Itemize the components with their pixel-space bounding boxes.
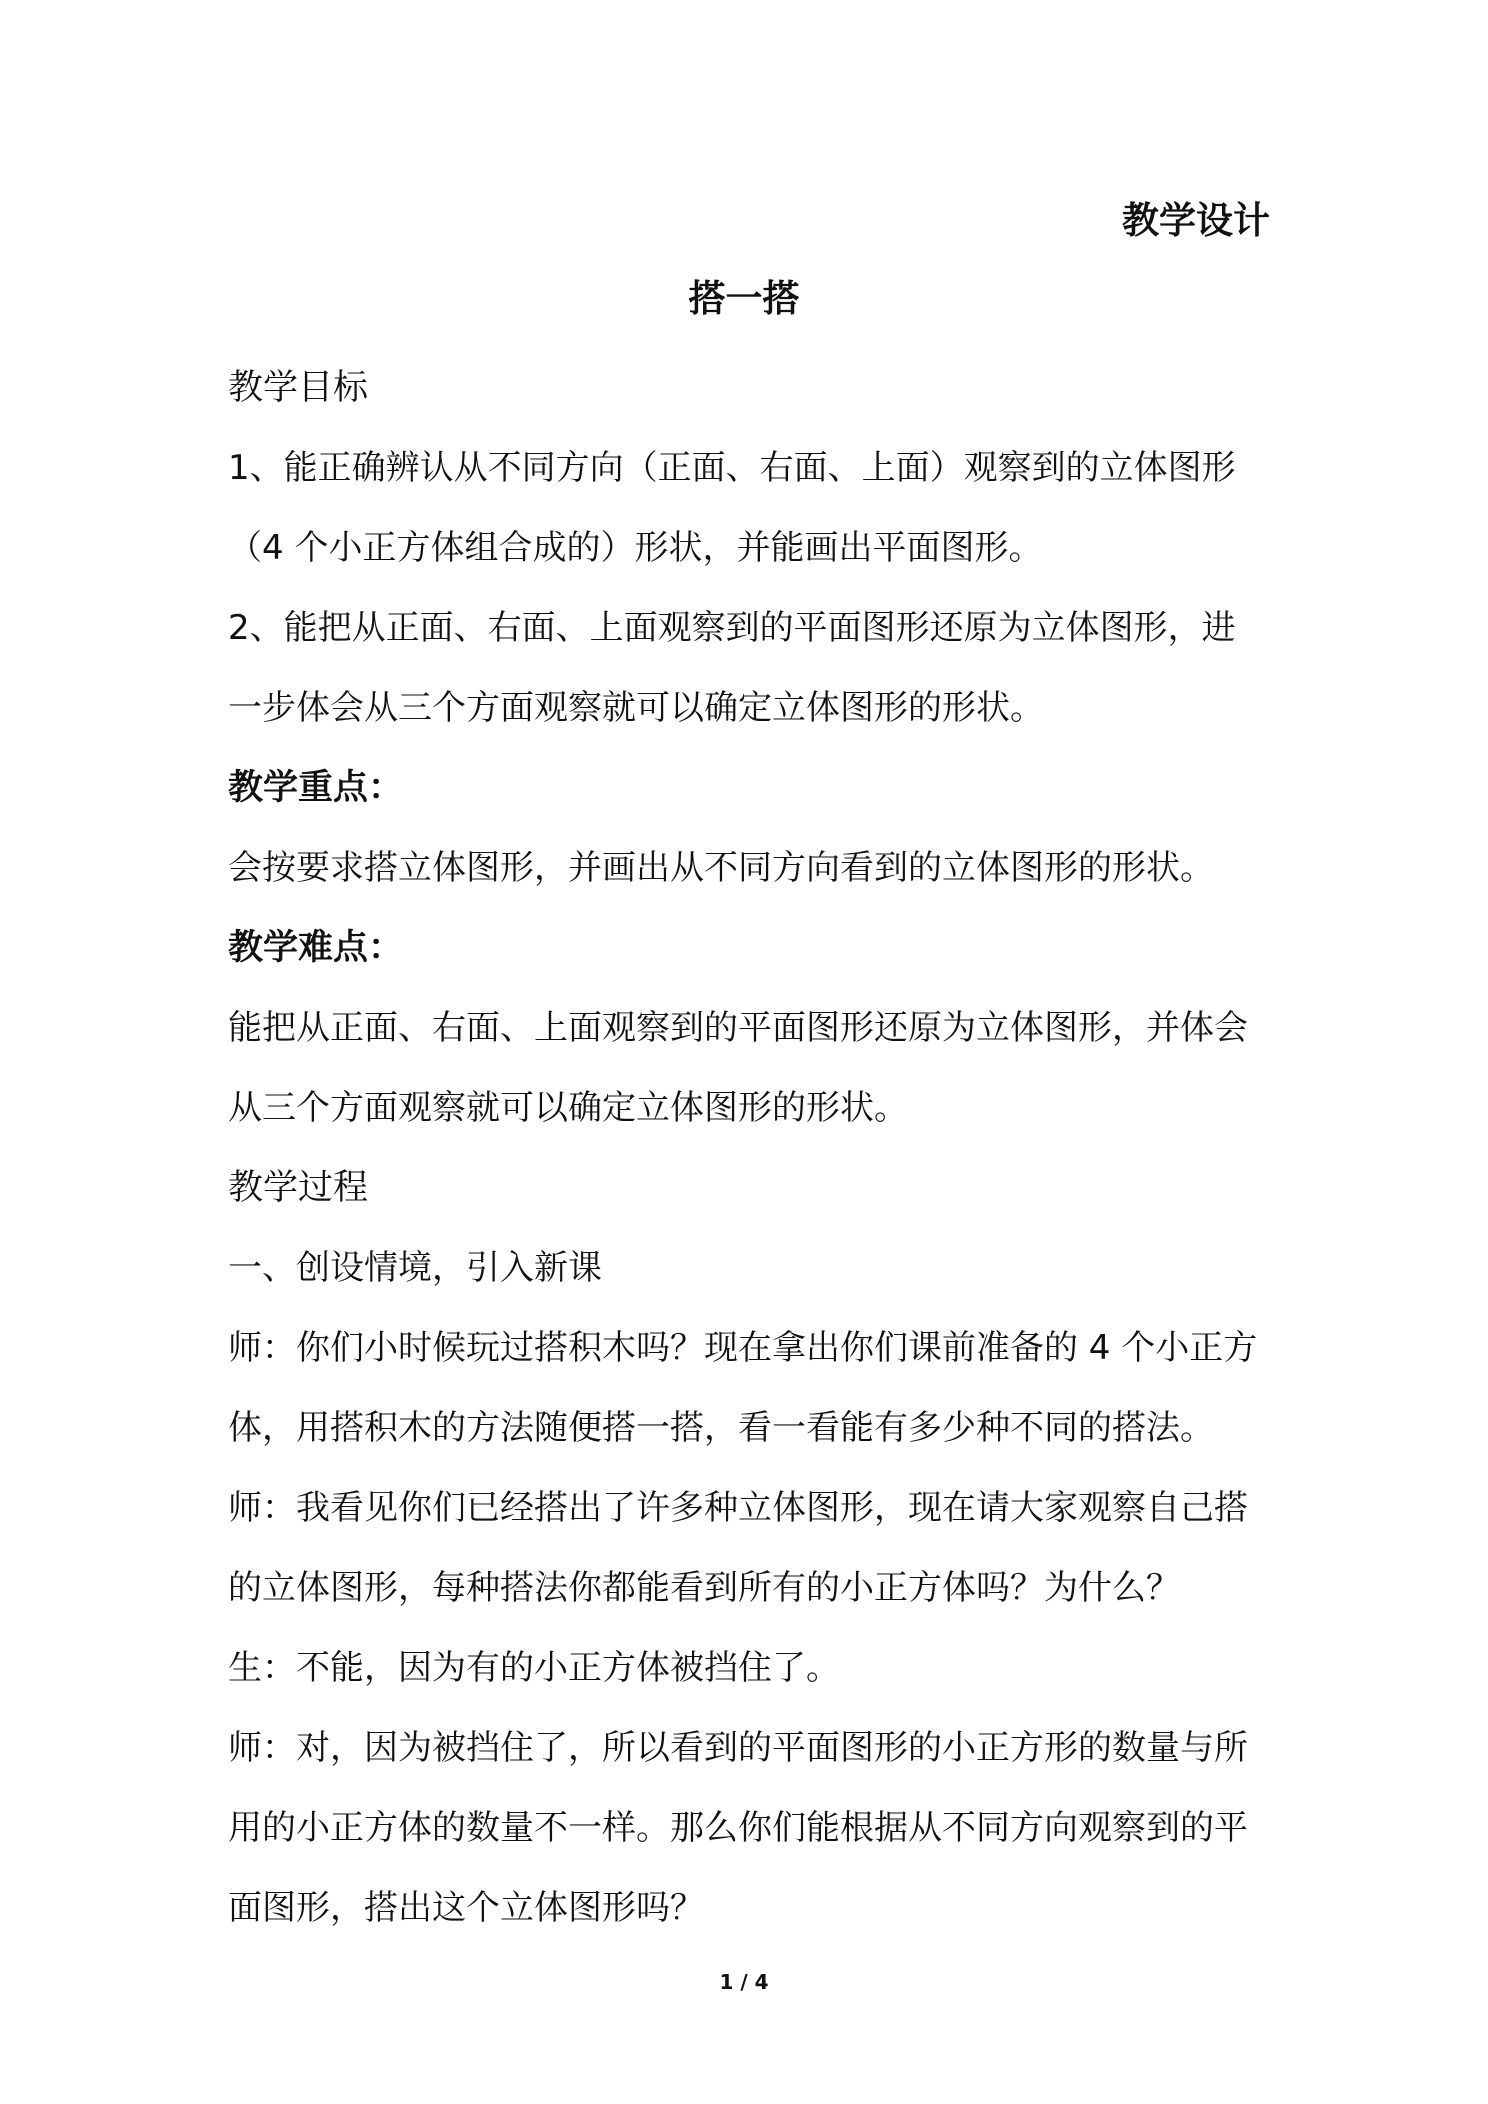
body-line: 能把从正面、右面、上面观察到的平面图形还原为立体图形，并体会 bbox=[228, 1008, 1248, 1048]
section-heading-process: 教学过程 bbox=[228, 1168, 369, 1208]
body-line: 面图形，搭出这个立体图形吗？ bbox=[228, 1888, 704, 1928]
body-line: 1、能正确辨认从不同方向（正面、右面、上面）观察到的立体图形 bbox=[228, 448, 1236, 488]
section-heading-key-points: 教学重点： bbox=[228, 768, 404, 808]
body-line: 2、能把从正面、右面、上面观察到的平面图形还原为立体图形，进 bbox=[228, 608, 1236, 648]
section-heading-difficulties: 教学难点： bbox=[228, 928, 404, 968]
body-line: 生：不能，因为有的小正方体被挡住了。 bbox=[228, 1648, 840, 1688]
body-line: 用的小正方体的数量不一样。那么你们能根据从不同方向观察到的平 bbox=[228, 1808, 1248, 1848]
body-line: 体，用搭积木的方法随便搭一搭，看一看能有多少种不同的搭法。 bbox=[228, 1408, 1214, 1448]
page-number: 1 / 4 bbox=[719, 1970, 769, 1994]
body-line: 师：对，因为被挡住了，所以看到的平面图形的小正方形的数量与所 bbox=[228, 1728, 1248, 1768]
body-line: 一、创设情境，引入新课 bbox=[228, 1248, 602, 1288]
document-body bbox=[228, 348, 1282, 1948]
document-type-heading: 教学设计 bbox=[1122, 199, 1270, 242]
body-line: 一步体会从三个方面观察就可以确定立体图形的形状。 bbox=[228, 688, 1044, 728]
section-heading-objectives: 教学目标 bbox=[228, 368, 369, 408]
body-line: （4 个小正方体组合成的）形状，并能画出平面图形。 bbox=[228, 528, 1043, 568]
body-line: 师：我看见你们已经搭出了许多种立体图形，现在请大家观察自己搭 bbox=[228, 1488, 1248, 1528]
body-line: 的立体图形，每种搭法你都能看到所有的小正方体吗？为什么？ bbox=[228, 1568, 1180, 1608]
lesson-title: 搭一搭 bbox=[688, 277, 800, 320]
body-line: 会按要求搭立体图形，并画出从不同方向看到的立体图形的形状。 bbox=[228, 848, 1214, 888]
body-line: 师：你们小时候玩过搭积木吗？现在拿出你们课前准备的 4 个小正方 bbox=[228, 1328, 1258, 1368]
body-line: 从三个方面观察就可以确定立体图形的形状。 bbox=[228, 1088, 908, 1128]
